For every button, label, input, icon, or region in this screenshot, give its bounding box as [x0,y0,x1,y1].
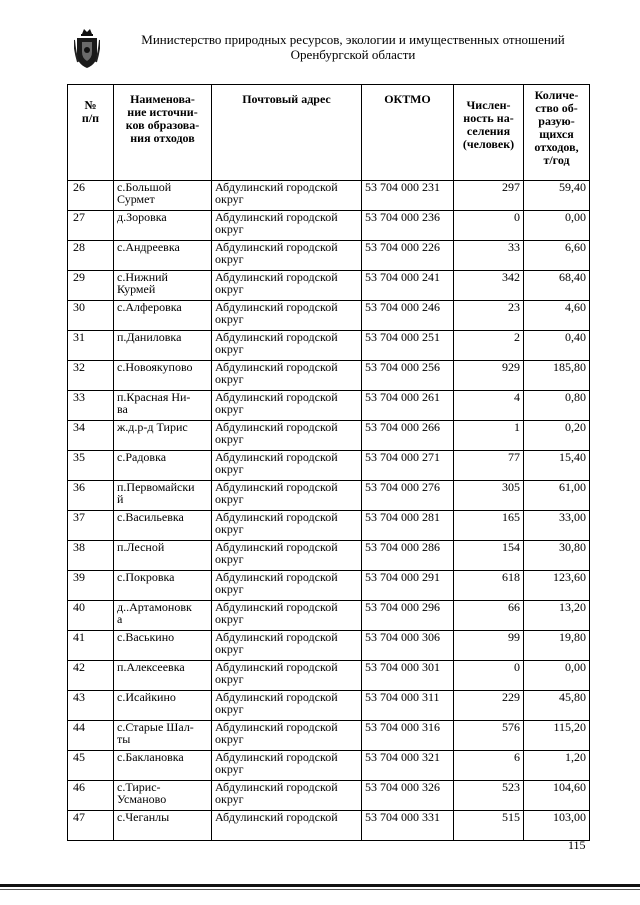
postal-address [212,211,362,241]
oktmo-code: 53 704 000 256 [362,361,454,391]
row-number: 40 [68,601,114,631]
row-number: 26 [68,181,114,211]
table-row [68,451,590,481]
cell-line: округ [215,462,244,477]
row-number: 43 [68,691,114,721]
cell-line: округ [215,222,244,237]
row-number: 29 [68,271,114,301]
source-name [114,241,212,271]
table-row [68,751,590,781]
cell-line: округ [215,312,244,327]
waste-quantity: 0,00 [524,661,590,691]
table-row [68,211,590,241]
row-number: 31 [68,331,114,361]
table-row [68,301,590,331]
cell-line: д.Зоровка [117,210,167,224]
population: 929 [454,361,524,391]
ministry-header [118,32,588,62]
cell-line: с.Новоякупово [117,360,193,374]
cell-line: с.Исайкино [117,690,176,704]
population: 515 [454,811,524,841]
postal-address [212,751,362,781]
postal-address [212,631,362,661]
cell-line: Абдулинский городской [215,240,338,254]
table-row [68,631,590,661]
oktmo-code: 53 704 000 306 [362,631,454,661]
source-name [114,391,212,421]
row-number: 30 [68,301,114,331]
oktmo-code: 53 704 000 326 [362,781,454,811]
waste-quantity: 30,80 [524,541,590,571]
cell-line: Абдулинский городской [215,660,338,674]
postal-address [212,451,362,481]
cell-line: Абдулинский городской [215,630,338,644]
source-name [114,361,212,391]
col-address-header [212,85,362,181]
oktmo-code: 53 704 000 301 [362,661,454,691]
waste-quantity: 1,20 [524,751,590,781]
row-number: 46 [68,781,114,811]
cell-line: отходов, [534,140,579,154]
source-name [114,751,212,781]
cell-line: Абдулинский городской [215,690,338,704]
source-name [114,811,212,841]
cell-line: Абдулинский городской [215,510,338,524]
cell-line: округ [215,612,244,627]
oktmo-code: 53 704 000 281 [362,511,454,541]
source-name [114,331,212,361]
oktmo-code: 53 704 000 226 [362,241,454,271]
waste-quantity: 104,60 [524,781,590,811]
table-row [68,571,590,601]
postal-address [212,391,362,421]
page-number: 115 [568,838,586,852]
source-name [114,301,212,331]
population: 576 [454,721,524,751]
table-row [68,361,590,391]
waste-quantity: 0,80 [524,391,590,421]
waste-quantity: 123,60 [524,571,590,601]
waste-quantity: 185,80 [524,361,590,391]
cell-line: Абдулинский городской [215,300,338,314]
source-name [114,511,212,541]
cell-line: Абдулинский городской [215,270,338,284]
cell-line: Абдулинский городской [215,450,338,464]
population: 0 [454,211,524,241]
cell-line: Числен- [466,98,511,112]
col-population-header [454,85,524,181]
postal-address [212,541,362,571]
coat-of-arms-icon [74,28,100,70]
cell-line: п.Красная Ни- [117,390,191,404]
cell-line: ж.д.р-д Тирис [117,420,188,434]
postal-address [212,571,362,601]
col-oktmo-header [362,85,454,181]
cell-line: Абдулинский городской [215,330,338,344]
cell-line: Сурмет [117,192,155,207]
cell-line: с.Тирис- [117,780,161,794]
population: 4 [454,391,524,421]
postal-address [212,811,362,841]
cell-line: с.Андреевка [117,240,180,254]
table-row [68,481,590,511]
table-header-row [68,85,590,181]
postal-address [212,661,362,691]
cell-line: округ [215,522,244,537]
postal-address [212,511,362,541]
cell-line: д..Артамоновк [117,600,192,614]
table-row [68,691,590,721]
postal-address [212,241,362,271]
cell-line: Абдулинский городской [215,720,338,734]
cell-line: Абдулинский городской [215,420,338,434]
table-body [68,181,590,841]
cell-line: ков образова- [125,118,200,132]
cell-line: (человек) [462,137,515,151]
table-row [68,241,590,271]
oktmo-code: 53 704 000 236 [362,211,454,241]
row-number: 33 [68,391,114,421]
waste-sources-table [67,84,590,841]
source-name [114,211,212,241]
oktmo-code: 53 704 000 261 [362,391,454,421]
cell-line: Почтовый адрес [242,92,331,106]
cell-line: Абдулинский городской [215,540,338,554]
cell-line: округ [215,702,244,717]
row-number: 47 [68,811,114,841]
row-number: 36 [68,481,114,511]
postal-address [212,331,362,361]
col-quantity-header [524,85,590,181]
source-name [114,631,212,661]
table-row [68,661,590,691]
postal-address [212,181,362,211]
row-number: 42 [68,661,114,691]
row-number: 28 [68,241,114,271]
postal-address [212,691,362,721]
oktmo-code: 53 704 000 331 [362,811,454,841]
cell-line: ты [117,732,131,747]
cell-line: п.Алексеевка [117,660,185,674]
postal-address [212,361,362,391]
cell-line: й [117,492,124,507]
population: 77 [454,451,524,481]
cell-line: с.Радовка [117,450,167,464]
row-number: 44 [68,721,114,751]
cell-line: округ [215,732,244,747]
cell-line: ния отходов [130,131,195,145]
row-number: 41 [68,631,114,661]
waste-quantity: 103,00 [524,811,590,841]
population: 229 [454,691,524,721]
cell-line: Курмей [117,282,156,297]
waste-quantity: 4,60 [524,301,590,331]
source-name [114,721,212,751]
population: 66 [454,601,524,631]
cell-line: округ [215,402,244,417]
table-row [68,811,590,841]
col-number-header [68,85,114,181]
cell-line: Абдулинский городской [215,750,338,764]
cell-line: щихся [539,127,574,141]
source-name [114,601,212,631]
table-row [68,331,590,361]
bottom-rule-thin [0,889,640,890]
cell-line: Абдулинский городской [215,600,338,614]
oktmo-code: 53 704 000 276 [362,481,454,511]
cell-line: округ [215,282,244,297]
table-row [68,541,590,571]
cell-line: округ [215,582,244,597]
cell-line: Абдулинский городской [215,210,338,224]
cell-line: с.Васькино [117,630,175,644]
oktmo-code: 53 704 000 231 [362,181,454,211]
source-name [114,541,212,571]
oktmo-code: 53 704 000 321 [362,751,454,781]
oktmo-code: 53 704 000 251 [362,331,454,361]
cell-line: п/п [81,111,100,125]
postal-address [212,721,362,751]
waste-quantity: 15,40 [524,451,590,481]
waste-quantity: 61,00 [524,481,590,511]
cell-line: округ [215,252,244,267]
table-row [68,601,590,631]
source-name [114,781,212,811]
cell-line: с.Нижний [117,270,168,284]
cell-line: с.Большой [117,180,172,194]
waste-quantity: 68,40 [524,271,590,301]
postal-address [212,421,362,451]
postal-address [212,601,362,631]
cell-line: округ [215,432,244,447]
cell-line: п.Лесной [117,540,165,554]
cell-line: Абдулинский городской [215,810,338,824]
cell-line: № [84,98,97,112]
waste-quantity: 13,20 [524,601,590,631]
population: 0 [454,661,524,691]
postal-address [212,301,362,331]
cell-line: с.Алферовка [117,300,182,314]
cell-line: с.Покровка [117,570,175,584]
cell-line: Абдулинский городской [215,480,338,494]
cell-line: Абдулинский городской [215,180,338,194]
waste-quantity: 33,00 [524,511,590,541]
row-number: 34 [68,421,114,451]
cell-line: разую- [538,114,575,128]
population: 297 [454,181,524,211]
cell-line: Количе- [534,88,579,102]
population: 1 [454,421,524,451]
waste-quantity: 45,80 [524,691,590,721]
cell-line: ность на- [463,111,514,125]
oktmo-code: 53 704 000 316 [362,721,454,751]
row-number: 35 [68,451,114,481]
cell-line: с.Чеганлы [117,810,170,824]
cell-line: п.Даниловка [117,330,182,344]
oktmo-code: 53 704 000 286 [362,541,454,571]
cell-line: округ [215,372,244,387]
cell-line: Абдулинский городской [215,570,338,584]
oktmo-code: 53 704 000 271 [362,451,454,481]
source-name [114,661,212,691]
cell-line: ОКТМО [384,92,431,106]
row-number: 45 [68,751,114,781]
row-number: 37 [68,511,114,541]
table-row [68,271,590,301]
cell-line: с.Васильевка [117,510,184,524]
cell-line: округ [215,552,244,567]
cell-line: ва [117,402,128,417]
cell-line: Усманово [117,792,167,807]
waste-quantity: 59,40 [524,181,590,211]
col-name-header [114,85,212,181]
population: 33 [454,241,524,271]
waste-quantity: 0,00 [524,211,590,241]
cell-line: округ [215,342,244,357]
ministry-line-1: Министерство природных ресурсов, экологии и имущественных отношений [141,32,565,47]
source-name [114,271,212,301]
population: 154 [454,541,524,571]
table-row [68,781,590,811]
cell-line: а [117,612,123,627]
population: 23 [454,301,524,331]
population: 165 [454,511,524,541]
cell-line: т/год [543,153,570,167]
bottom-rule [0,884,640,887]
source-name [114,691,212,721]
cell-line: округ [215,672,244,687]
table-row [68,181,590,211]
cell-line: ство об- [535,101,578,115]
postal-address [212,481,362,511]
waste-quantity: 0,20 [524,421,590,451]
waste-quantity: 6,60 [524,241,590,271]
cell-line: с.Баклановка [117,750,184,764]
row-number: 32 [68,361,114,391]
oktmo-code: 53 704 000 311 [362,691,454,721]
source-name [114,451,212,481]
table-row [68,721,590,751]
population: 2 [454,331,524,361]
population: 305 [454,481,524,511]
cell-line: Наименова- [130,92,195,106]
source-name [114,421,212,451]
oktmo-code: 53 704 000 241 [362,271,454,301]
cell-line: округ [215,642,244,657]
waste-quantity: 115,20 [524,721,590,751]
row-number: 27 [68,211,114,241]
oktmo-code: 53 704 000 246 [362,301,454,331]
table-row [68,511,590,541]
table-row [68,421,590,451]
postal-address [212,271,362,301]
cell-line: Абдулинский городской [215,390,338,404]
source-name [114,181,212,211]
cell-line: округ [215,792,244,807]
cell-line: Абдулинский городской [215,360,338,374]
population: 6 [454,751,524,781]
cell-line: ние источни- [127,105,198,119]
table-row [68,391,590,421]
ministry-line-2: Оренбургской области [290,47,416,62]
population: 523 [454,781,524,811]
cell-line: округ [215,192,244,207]
cell-line: п.Первомайски [117,480,195,494]
oktmo-code: 53 704 000 296 [362,601,454,631]
waste-quantity: 0,40 [524,331,590,361]
waste-quantity: 19,80 [524,631,590,661]
oktmo-code: 53 704 000 291 [362,571,454,601]
population: 618 [454,571,524,601]
oktmo-code: 53 704 000 266 [362,421,454,451]
cell-line: селения [466,124,511,138]
postal-address [212,781,362,811]
population: 342 [454,271,524,301]
row-number: 39 [68,571,114,601]
source-name [114,481,212,511]
population: 99 [454,631,524,661]
cell-line: Абдулинский городской [215,780,338,794]
cell-line: округ [215,492,244,507]
cell-line: с.Старые Шал- [117,720,194,734]
cell-line: округ [215,762,244,777]
row-number: 38 [68,541,114,571]
source-name [114,571,212,601]
